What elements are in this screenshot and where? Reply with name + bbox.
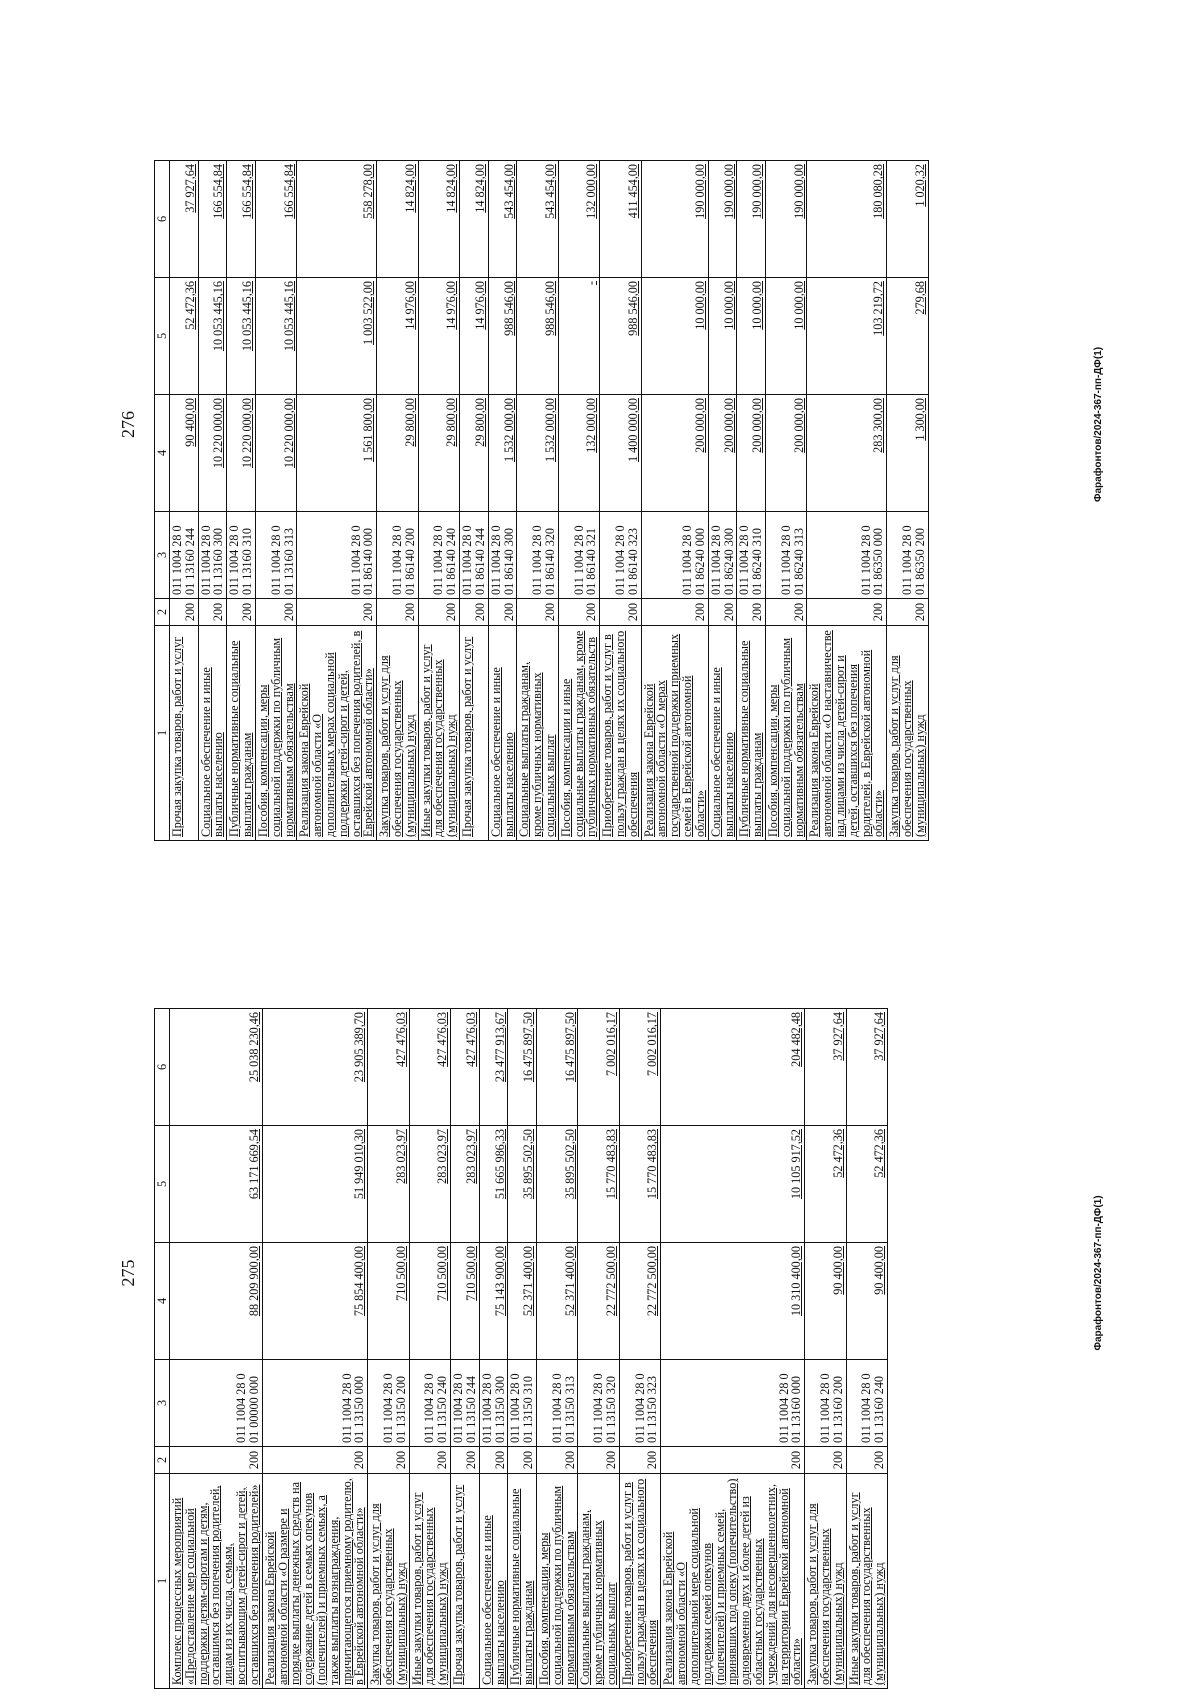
table-header-row	[155, 161, 170, 841]
column-header-1: 1	[155, 626, 170, 841]
row-planned-amount-cell: 52 371 400,00	[536, 1243, 577, 1360]
row-planned-amount-cell: 90 400,00	[805, 1243, 846, 1360]
row-code-2-cell: 200	[198, 599, 227, 626]
row-name-cell: Социальные выплаты гражданам, кроме публичных нормативных социальных выплат	[517, 626, 558, 841]
column-header-4: 4	[155, 1243, 170, 1360]
row-code-2-cell: 200	[619, 1447, 660, 1474]
row-classification-code-cell: 011 1004 28 0 01 13160 313	[255, 512, 296, 599]
row-code-2-cell: 200	[479, 1447, 508, 1474]
row-executed-amount-cell: 10 000,00	[737, 278, 766, 395]
table-row	[377, 161, 418, 841]
row-executed-amount-cell: 283 023,97	[409, 1126, 450, 1243]
row-name-cell: Реализация закона Еврейской автономной области «О мерах государственной поддержки приемных семей в Еврейской автономной области»	[641, 626, 708, 841]
row-name-cell: Прочая закупка товаров, работ и услуг	[460, 626, 489, 841]
row-classification-code-cell: 011 1004 28 0 01 00000 000	[170, 1360, 263, 1447]
row-executed-amount-cell: 51 665 986,33	[479, 1126, 508, 1243]
row-remaining-amount-cell: 14 824,00	[460, 161, 489, 278]
row-remaining-amount-cell: 37 927,64	[170, 161, 199, 278]
row-classification-code-cell: 011 1004 28 0 01 13150 323	[619, 1360, 660, 1447]
row-planned-amount-cell: 52 371 400,00	[508, 1243, 537, 1360]
row-planned-amount-cell: 10 220 000,00	[198, 395, 227, 512]
row-name-cell: Реализация закона Еврейской автономной области «О размере и порядке выплаты денежных средств на содержание детей в семьях опекунов (попечителей) и приемных семьях, а также выплаты вознаграждения, причитающегося приемному родителю, в Еврейской автономной области»	[262, 1474, 368, 1689]
row-name-cell: Социальное обеспечение и иные выплаты населению	[479, 1474, 508, 1689]
row-executed-amount-cell: 15 770 483,83	[578, 1126, 619, 1243]
page-276	[110, 0, 1110, 849]
row-name-cell: Социальное обеспечение и иные выплаты населению	[198, 626, 227, 841]
row-executed-amount-cell: 51 949 010,30	[262, 1126, 368, 1243]
table-row	[536, 1009, 577, 1689]
row-name-cell: Социальные выплаты гражданам, кроме публичных нормативных социальных выплат	[578, 1474, 619, 1689]
row-name-cell: Пособия, компенсации, меры социальной поддержки по публичным нормативным обязательствам	[765, 626, 806, 841]
row-code-2-cell: 200	[805, 1447, 846, 1474]
row-code-2-cell: 200	[170, 599, 199, 626]
row-executed-amount-cell: 52 472,36	[170, 278, 199, 395]
row-remaining-amount-cell: 166 554,84	[255, 161, 296, 278]
row-planned-amount-cell: 200 000,00	[641, 395, 708, 512]
row-classification-code-cell: 011 1004 28 0 01 86140 321	[558, 512, 599, 599]
row-executed-amount-cell: 63 171 669,54	[170, 1126, 263, 1243]
row-remaining-amount-cell: 16 475 897,50	[508, 1009, 537, 1126]
table-row	[255, 161, 296, 841]
table-row	[479, 1009, 508, 1689]
table-row	[846, 1009, 887, 1689]
row-remaining-amount-cell: 543 454,00	[517, 161, 558, 278]
row-planned-amount-cell: 29 800,00	[460, 395, 489, 512]
row-executed-amount-cell: 988 546,00	[488, 278, 517, 395]
row-code-2-cell: 200	[262, 1447, 368, 1474]
row-classification-code-cell: 011 1004 28 0 01 13160 240	[846, 1360, 887, 1447]
row-planned-amount-cell: 200 000,00	[708, 395, 737, 512]
row-name-cell: Публичные нормативные социальные выплаты гражданам	[227, 626, 256, 841]
row-executed-amount-cell: 52 472,36	[846, 1126, 887, 1243]
row-name-cell: Прочая закупка товаров, работ и услуг	[451, 1474, 480, 1689]
row-planned-amount-cell: 710 500,00	[409, 1243, 450, 1360]
row-classification-code-cell: 011 1004 28 0 01 86140 323	[600, 512, 641, 599]
row-remaining-amount-cell: 190 000,00	[641, 161, 708, 278]
column-header-6: 6	[155, 1009, 170, 1126]
row-code-2-cell: 200	[409, 1447, 450, 1474]
row-planned-amount-cell: 29 800,00	[377, 395, 418, 512]
row-classification-code-cell: 011 1004 28 0 01 13160 310	[227, 512, 256, 599]
row-name-cell: Закупка товаров, работ и услуг для обеспечения государственных (муниципальных) нужд	[805, 1474, 846, 1689]
table-row	[641, 161, 708, 841]
row-executed-amount-cell: 10 000,00	[765, 278, 806, 395]
table-row	[517, 161, 558, 841]
row-executed-amount-cell: 35 895 502,50	[508, 1126, 537, 1243]
row-name-cell: Реализация закона Еврейской автономной области «О наставничестве над лицами из числа детей-сирот и детей, оставшихся без попечения родителей, в Еврейской автономной области»	[807, 626, 887, 841]
row-classification-code-cell: 011 1004 28 0 01 13160 200	[805, 1360, 846, 1447]
table-row	[488, 161, 517, 841]
row-name-cell: Публичные нормативные социальные выплаты гражданам	[508, 1474, 537, 1689]
table-row	[198, 161, 227, 841]
row-code-2-cell: 200	[451, 1447, 480, 1474]
row-planned-amount-cell: 10 220 000,00	[227, 395, 256, 512]
row-classification-code-cell: 011 1004 28 0 01 86140 300	[488, 512, 517, 599]
row-planned-amount-cell: 1 532 000,00	[517, 395, 558, 512]
row-planned-amount-cell: 90 400,00	[846, 1243, 887, 1360]
row-remaining-amount-cell: 190 000,00	[737, 161, 766, 278]
row-name-cell: Приобретение товаров, работ и услуг в пользу граждан в целях их социального обеспечения	[619, 1474, 660, 1689]
row-classification-code-cell: 011 1004 28 0 01 86240 300	[708, 512, 737, 599]
row-planned-amount-cell: 22 772 500,00	[619, 1243, 660, 1360]
row-code-2-cell: 200	[170, 1447, 263, 1474]
table-row	[708, 161, 737, 841]
table-row	[170, 161, 199, 841]
row-classification-code-cell: 011 1004 28 0 01 86350 200	[887, 512, 928, 599]
row-remaining-amount-cell: 37 927,64	[846, 1009, 887, 1126]
table-row	[805, 1009, 846, 1689]
row-executed-amount-cell: 14 976,00	[377, 278, 418, 395]
row-code-2-cell: 200	[418, 599, 459, 626]
row-name-cell: Закупка товаров, работ и услуг для обеспечения государственных (муниципальных) нужд	[887, 626, 928, 841]
row-executed-amount-cell: 14 976,00	[460, 278, 489, 395]
page-275	[110, 849, 1110, 1697]
row-code-2-cell: 200	[508, 1447, 537, 1474]
table-row	[578, 1009, 619, 1689]
table-row	[619, 1009, 660, 1689]
row-name-cell: Публичные нормативные социальные выплаты гражданам	[737, 626, 766, 841]
row-code-2-cell: 200	[377, 599, 418, 626]
row-name-cell: Закупка товаров, работ и услуг для обеспечения государственных (муниципальных) нужд	[368, 1474, 409, 1689]
table-row	[409, 1009, 450, 1689]
row-name-cell: Пособия, компенсации и иные социальные выплаты гражданам, кроме публичных нормативных обязательств	[558, 626, 599, 841]
column-header-3: 3	[155, 512, 170, 599]
column-header-2: 2	[155, 1447, 170, 1474]
row-classification-code-cell: 011 1004 28 0 01 13150 200	[368, 1360, 409, 1447]
row-code-2-cell: 200	[807, 599, 887, 626]
row-remaining-amount-cell: 7 002 016,17	[619, 1009, 660, 1126]
table-row	[508, 1009, 537, 1689]
row-remaining-amount-cell: 190 000,00	[708, 161, 737, 278]
table-row	[661, 1009, 805, 1689]
row-classification-code-cell: 011 1004 28 0 01 13160 000	[661, 1360, 805, 1447]
row-classification-code-cell: 011 1004 28 0 01 13150 320	[578, 1360, 619, 1447]
row-remaining-amount-cell: 166 554,84	[198, 161, 227, 278]
row-classification-code-cell: 011 1004 28 0 01 86240 313	[765, 512, 806, 599]
row-classification-code-cell: 011 1004 28 0 01 86240 310	[737, 512, 766, 599]
row-executed-amount-cell: 103 219,72	[807, 278, 887, 395]
row-executed-amount-cell: 15 770 483,83	[619, 1126, 660, 1243]
row-remaining-amount-cell: 37 927,64	[805, 1009, 846, 1126]
row-planned-amount-cell: 200 000,00	[737, 395, 766, 512]
row-remaining-amount-cell: 180 080,28	[807, 161, 887, 278]
row-classification-code-cell: 011 1004 28 0 01 86140 200	[377, 512, 418, 599]
row-remaining-amount-cell: 16 475 897,50	[536, 1009, 577, 1126]
table-row	[297, 161, 377, 841]
table-row	[262, 1009, 368, 1689]
row-planned-amount-cell: 200 000,00	[765, 395, 806, 512]
row-code-2-cell: 200	[488, 599, 517, 626]
row-name-cell: Комплекс процессных мероприятий «Предоставление мер социальной поддержки детям-сиротам и детям, оставшимся без попечения родителей, лицам из их числа, семьям, воспитывающим детей-сирот и детей, оставшихся без попечения родителей»	[170, 1474, 263, 1689]
table-row	[887, 161, 928, 841]
document-footer: Фарафонтов/2024-367-пп-ДФ(1)	[1093, 1195, 1104, 1351]
row-classification-code-cell: 011 1004 28 0 01 86140 320	[517, 512, 558, 599]
row-remaining-amount-cell: 132 000,00	[558, 161, 599, 278]
row-planned-amount-cell: 22 772 500,00	[578, 1243, 619, 1360]
row-code-2-cell: 200	[536, 1447, 577, 1474]
row-planned-amount-cell: 710 500,00	[368, 1243, 409, 1360]
row-executed-amount-cell: 10 000,00	[708, 278, 737, 395]
row-name-cell: Социальное обеспечение и иные выплаты населению	[488, 626, 517, 841]
row-code-2-cell: 200	[887, 599, 928, 626]
row-code-2-cell: 200	[460, 599, 489, 626]
table-row	[418, 161, 459, 841]
column-header-2: 2	[155, 599, 170, 626]
row-executed-amount-cell: 10 053 445,16	[227, 278, 256, 395]
row-remaining-amount-cell: 14 824,00	[418, 161, 459, 278]
row-name-cell: Реализация закона Еврейской автономной области «О дополнительной мере социальной поддержки семей опекунов (попечителей) и приемных семей, принявших под опеку (попечительство) одновременно двух и более детей из областных государственных учреждений для несовершеннолетних, на территории Еврейской автономной области»	[661, 1474, 805, 1689]
row-executed-amount-cell: 10 053 445,16	[198, 278, 227, 395]
row-remaining-amount-cell: 25 038 230,46	[170, 1009, 263, 1126]
row-executed-amount-cell: 35 895 502,50	[536, 1126, 577, 1243]
row-remaining-amount-cell: 427 476,03	[368, 1009, 409, 1126]
row-planned-amount-cell: 29 800,00	[418, 395, 459, 512]
row-executed-amount-cell: 283 023,97	[451, 1126, 480, 1243]
rotated-document-sheet	[110, 0, 1110, 1697]
row-planned-amount-cell: 1 532 000,00	[488, 395, 517, 512]
document-footer: Фарафонтов/2024-367-пп-ДФ(1)	[1093, 346, 1104, 503]
row-classification-code-cell: 011 1004 28 0 01 13150 000	[262, 1360, 368, 1447]
row-executed-amount-cell: -	[558, 278, 599, 395]
row-classification-code-cell: 011 1004 28 0 01 86140 240	[418, 512, 459, 599]
row-code-2-cell: 200	[578, 1447, 619, 1474]
row-classification-code-cell: 011 1004 28 0 01 13150 244	[451, 1360, 480, 1447]
row-classification-code-cell: 011 1004 28 0 01 86140 244	[460, 512, 489, 599]
table-row	[600, 161, 641, 841]
row-code-2-cell: 200	[255, 599, 296, 626]
row-name-cell: Социальное обеспечение и иные выплаты населению	[708, 626, 737, 841]
row-classification-code-cell: 011 1004 28 0 01 13150 240	[409, 1360, 450, 1447]
row-remaining-amount-cell: 1 020,32	[887, 161, 928, 278]
page-number: 276	[118, 411, 138, 438]
row-code-2-cell: 200	[765, 599, 806, 626]
budget-table	[154, 1008, 888, 1689]
column-header-3: 3	[155, 1360, 170, 1447]
row-planned-amount-cell: 10 220 000,00	[255, 395, 296, 512]
row-classification-code-cell: 011 1004 28 0 01 13160 300	[198, 512, 227, 599]
row-classification-code-cell: 011 1004 28 0 01 13150 310	[508, 1360, 537, 1447]
column-header-4: 4	[155, 395, 170, 512]
row-executed-amount-cell: 988 546,00	[600, 278, 641, 395]
row-remaining-amount-cell: 558 278,00	[297, 161, 377, 278]
row-executed-amount-cell: 52 472,36	[805, 1126, 846, 1243]
row-code-2-cell: 200	[661, 1447, 805, 1474]
column-header-1: 1	[155, 1474, 170, 1689]
row-planned-amount-cell: 88 209 900,00	[170, 1243, 263, 1360]
row-planned-amount-cell: 1 300,00	[887, 395, 928, 512]
column-header-5: 5	[155, 1126, 170, 1243]
row-name-cell: Закупка товаров, работ и услуг для обеспечения государственных (муниципальных) нужд	[377, 626, 418, 841]
row-classification-code-cell: 011 1004 28 0 01 86140 000	[297, 512, 377, 599]
row-executed-amount-cell: 283 023,97	[368, 1126, 409, 1243]
row-planned-amount-cell: 710 500,00	[451, 1243, 480, 1360]
row-planned-amount-cell: 10 310 400,00	[661, 1243, 805, 1360]
row-code-2-cell: 200	[368, 1447, 409, 1474]
row-executed-amount-cell: 14 976,00	[418, 278, 459, 395]
row-classification-code-cell: 011 1004 28 0 01 86350 000	[807, 512, 887, 599]
row-executed-amount-cell: 10 105 917,52	[661, 1126, 805, 1243]
table-row	[737, 161, 766, 841]
page-number: 275	[118, 1259, 138, 1287]
row-code-2-cell: 200	[517, 599, 558, 626]
row-remaining-amount-cell: 190 000,00	[765, 161, 806, 278]
row-planned-amount-cell: 1 561 800,00	[297, 395, 377, 512]
row-code-2-cell: 200	[600, 599, 641, 626]
table-header-row	[155, 1009, 170, 1689]
row-code-2-cell: 200	[846, 1447, 887, 1474]
row-name-cell: Прочая закупка товаров, работ и услуг	[170, 626, 199, 841]
table-row	[460, 161, 489, 841]
row-executed-amount-cell: 279,68	[887, 278, 928, 395]
row-remaining-amount-cell: 427 476,03	[409, 1009, 450, 1126]
row-remaining-amount-cell: 14 824,00	[377, 161, 418, 278]
table-row	[170, 1009, 263, 1689]
row-planned-amount-cell: 90 400,00	[170, 395, 199, 512]
row-name-cell: Иные закупки товаров, работ и услуг для обеспечения государственных (муниципальных) нужд	[846, 1474, 887, 1689]
row-planned-amount-cell: 283 300,00	[807, 395, 887, 512]
row-name-cell: Иные закупки товаров, работ и услуг для обеспечения государственных (муниципальных) нужд	[418, 626, 459, 841]
row-name-cell: Иные закупки товаров, работ и услуг для обеспечения государственных (муниципальных) нужд	[409, 1474, 450, 1689]
table-row	[558, 161, 599, 841]
row-code-2-cell: 200	[708, 599, 737, 626]
row-executed-amount-cell: 10 053 445,16	[255, 278, 296, 395]
table-row	[368, 1009, 409, 1689]
row-classification-code-cell: 011 1004 28 0 01 13150 300	[479, 1360, 508, 1447]
row-remaining-amount-cell: 23 905 389,70	[262, 1009, 368, 1126]
row-name-cell: Пособия, компенсации, меры социальной поддержки по публичным нормативным обязательствам	[536, 1474, 577, 1689]
row-classification-code-cell: 011 1004 28 0 01 13150 313	[536, 1360, 577, 1447]
row-classification-code-cell: 011 1004 28 0 01 13160 244	[170, 512, 199, 599]
row-code-2-cell: 200	[297, 599, 377, 626]
row-remaining-amount-cell: 411 454,00	[600, 161, 641, 278]
column-header-5: 5	[155, 278, 170, 395]
table-row	[765, 161, 806, 841]
row-planned-amount-cell: 75 854 400,00	[262, 1243, 368, 1360]
row-executed-amount-cell: 1 003 522,00	[297, 278, 377, 395]
row-classification-code-cell: 011 1004 28 0 01 86240 000	[641, 512, 708, 599]
row-remaining-amount-cell: 543 454,00	[488, 161, 517, 278]
row-remaining-amount-cell: 166 554,84	[227, 161, 256, 278]
row-code-2-cell: 200	[558, 599, 599, 626]
row-name-cell: Пособия, компенсации, меры социальной поддержки по публичным нормативным обязательствам	[255, 626, 296, 841]
row-executed-amount-cell: 10 000,00	[641, 278, 708, 395]
table-row	[227, 161, 256, 841]
table-row	[807, 161, 887, 841]
row-planned-amount-cell: 1 400 000,00	[600, 395, 641, 512]
column-header-6: 6	[155, 161, 170, 278]
row-executed-amount-cell: 988 546,00	[517, 278, 558, 395]
row-name-cell: Реализация закона Еврейской автономной области «О дополнительных мерах социальной поддержки детей-сирот и детей, оставшихся без попечения родителей, в Еврейской автономной области»	[297, 626, 377, 841]
table-row	[451, 1009, 480, 1689]
row-remaining-amount-cell: 204 482,48	[661, 1009, 805, 1126]
row-code-2-cell: 200	[641, 599, 708, 626]
budget-table	[154, 160, 929, 841]
row-planned-amount-cell: 132 000,00	[558, 395, 599, 512]
row-remaining-amount-cell: 427 476,03	[451, 1009, 480, 1126]
row-code-2-cell: 200	[227, 599, 256, 626]
row-code-2-cell: 200	[737, 599, 766, 626]
row-remaining-amount-cell: 7 002 016,17	[578, 1009, 619, 1126]
row-planned-amount-cell: 75 143 900,00	[479, 1243, 508, 1360]
row-remaining-amount-cell: 23 477 913,67	[479, 1009, 508, 1126]
row-name-cell: Приобретение товаров, работ и услуг в пользу граждан в целях их социального обеспечения	[600, 626, 641, 841]
